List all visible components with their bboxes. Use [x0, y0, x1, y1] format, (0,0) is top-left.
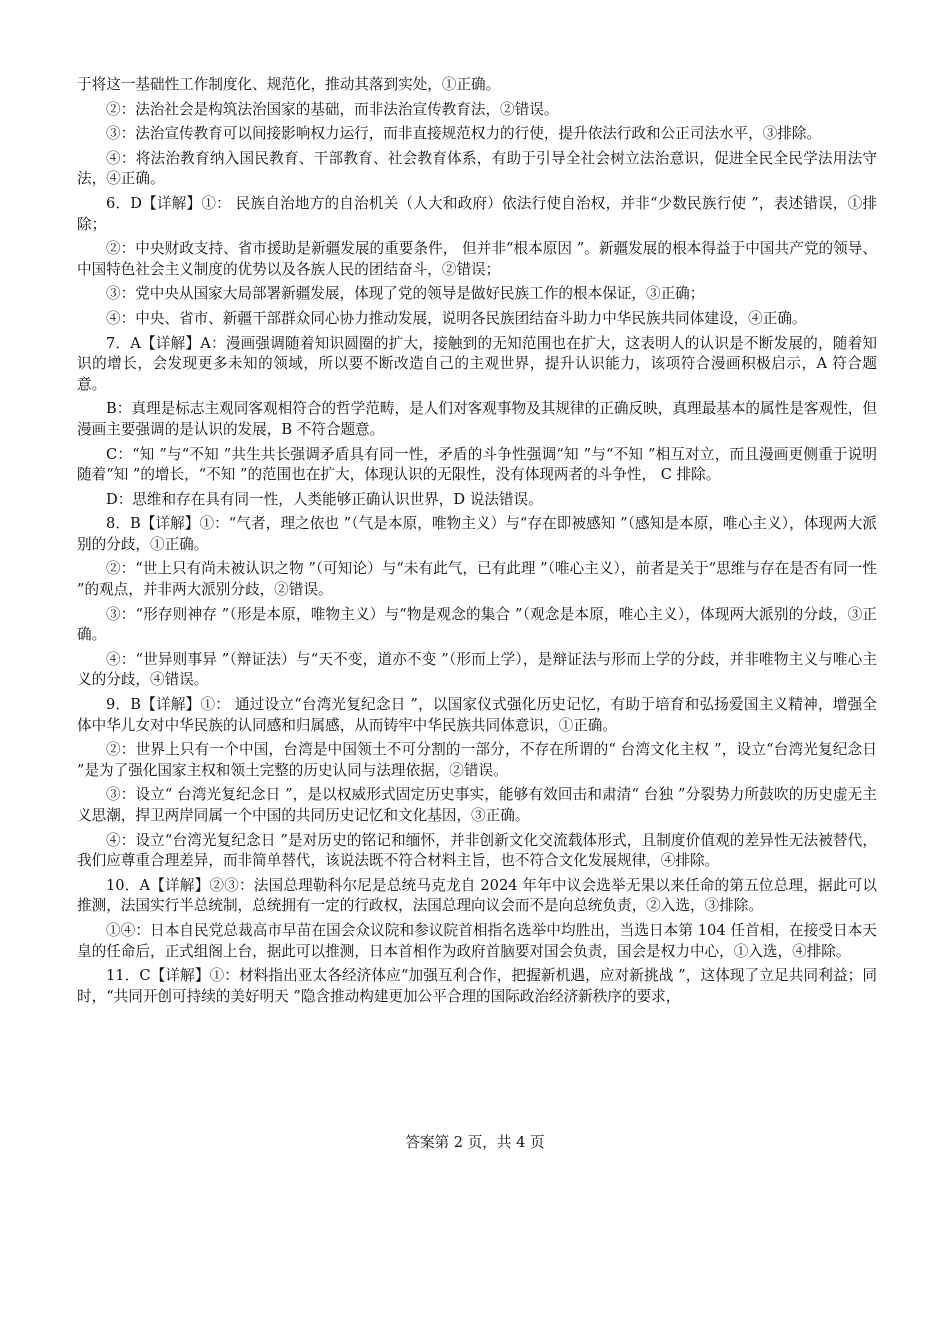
answer-content — [77, 75, 877, 1011]
paragraph: ④：将法治教育纳入国民教育、干部教育、社会教育体系，有助于引导全社会树立法治意识，促进全民全民学法用法守法，④正确。 — [77, 149, 877, 188]
paragraph: ②：中央财政支持、省市援助是新疆发展的重要条件， 但并非“根本原因 ”。新疆发展的根本得益于中国共产党的领导、中国特色社会主义制度的优势以及各族人民的团结奋斗，②错误； — [77, 240, 877, 278]
answer-6: 6．D【详解】①： 民族自治地方的自治机关（人大和政府）依法行使自治权，并非“少数民族行使 ”，表述错误，①排除； — [77, 194, 877, 233]
answer-8: 8．B【详解】①：“气者，理之依也 ”（气是本原，唯物主义）与“存在即被感知 ”（感知是本原，唯心主义），体现两大派别的分歧，①正确。 — [77, 515, 877, 553]
answer-11: 11．C【详解】①：材料指出亚太各经济体应“加强互利合作，把握新机遇，应对新挑战 ”，这体现了立足共同利益；同时，“共同开创可持续的美好明天 ”隐含推动构建更加公平合理的国际政治经济新秩序的要求， — [77, 967, 877, 1005]
paragraph: ①④：日本自民党总裁高市早苗在国会众议院和参议院首相指名选举中均胜出，当选日本第 104 任首相，在接受日本天皇的任命后，正式组阁上台，据此可以推测，日本首相作为政府首脑要对国会负责，国会是权力中心，①入选，④排除。 — [77, 921, 877, 960]
answer-10: 10．A【详解】②③：法国总理勒科尔尼是总统马克龙自 2024 年年中议会选举无果以来任命的第五位总理，据此可以推测，法国实行半总统制，总统拥有一定的行政权，法国总理向议会而不是向总统负责，②入选，③排除。 — [77, 876, 877, 915]
paragraph: B：真理是标志主观同客观相符合的哲学范畴，是人们对客观事物及其规律的正确反映，真理最基本的属性是客观性，但漫画主要强调的是认识的发展，B 不符合题意。 — [77, 400, 877, 438]
paragraph: ④：设立“台湾光复纪念日 ”是对历史的铭记和缅怀，并非创新文化交流载体形式，且制度价值观的差异性无法被替代，我们应尊重合理差异，而非简单替代，该说法既不符合材料主旨，也不符合文化发展规律，④排除。 — [77, 831, 877, 870]
paragraph: ③：“形存则神存 ”（形是本原，唯物主义）与“物是观念的集合 ”（观念是本原，唯心主义），体现两大派别的分歧，③正确。 — [77, 605, 877, 644]
paragraph: ④：“世异则事异 ”（辩证法）与“天不变，道亦不变 ”（形而上学），是辩证法与形而上学的分歧，并非唯物主义与唯心主义的分歧，④错误。 — [77, 650, 877, 689]
paragraph-continued: 于将这一基础性工作制度化、规范化，推动其落到实处，①正确。 — [77, 76, 501, 93]
paragraph: ②：“世上只有尚未被认识之物 ”（可知论）与“未有此气，已有此理 ”（唯心主义），前者是关于“思维与存在是否有同一性 ”的观点，并非两大派别分歧，②错误。 — [77, 560, 877, 599]
page-footer: 答案第 2 页，共 4 页 — [405, 1134, 545, 1151]
paragraph: ③：党中央从国家大局部署新疆发展，体现了党的领导是做好民族工作的根本保证，③正确； — [106, 285, 705, 303]
paragraph: ③：法治宣传教育可以间接影响权力运行，而非直接规范权力的行使，提升依法行政和公正司法水平，③排除。 — [106, 125, 822, 143]
answer-7: 7．A【详解】A：漫画强调随着知识圆圈的扩大，接触到的无知范围也在扩大，这表明人的认识是不断发展的，随着知识的增长，会发现更多未知的领域，所以要不断改造自己的主观世界，提升认识能力，该项符合漫画积极启示，A 符合题意。 — [77, 334, 877, 393]
paragraph: ③：设立“ 台湾光复纪念日 ”，是以权威形式固定历史事实，能够有效回击和肃清“ 台独 ”分裂势力所鼓吹的历史虚无主义思潮，捍卫两岸同属一个中国的共同历史记忆和文化基因，③正确。 — [77, 786, 877, 824]
paragraph: C：“知 ”与“不知 ”共生共长强调矛盾具有同一性，矛盾的斗争性强调“知 ”与“不知 ”相互对立，而且漫画更侧重于说明随着“知 ”的增长，“不知 ”的范围也在扩大，体现认识的无限性，没有体现两者的斗争性， C 排除。 — [77, 445, 877, 484]
paragraph: ②：世界上只有一个中国，台湾是中国领土不可分割的一部分，不存在所谓的“ 台湾文化主权 ”，设立“台湾光复纪念日 ”是为了强化国家主权和领土完整的历史认同与法理依据，②错误。 — [77, 741, 877, 779]
paragraph: ④：中央、省市、新疆干部群众同心协力推动发展，说明各民族团结奋斗助力中华民族共同体建设，④正确。 — [106, 309, 807, 327]
paragraph: D：思维和存在具有同一性，人类能够正确认识世界，D 说法错误。 — [106, 490, 543, 508]
paragraph: ②：法治社会是构筑法治国家的基础，而非法治宣传教育法，②错误。 — [106, 100, 559, 118]
answer-9: 9．B【详解】①： 通过设立“台湾光复纪念日 ”，以国家仪式强化历史记忆，有助于培育和弘扬爱国主义精神，增强全体中华儿女对中华民族的认同感和归属感，从而铸牢中华民族共同体意识，①正确。 — [77, 696, 877, 734]
